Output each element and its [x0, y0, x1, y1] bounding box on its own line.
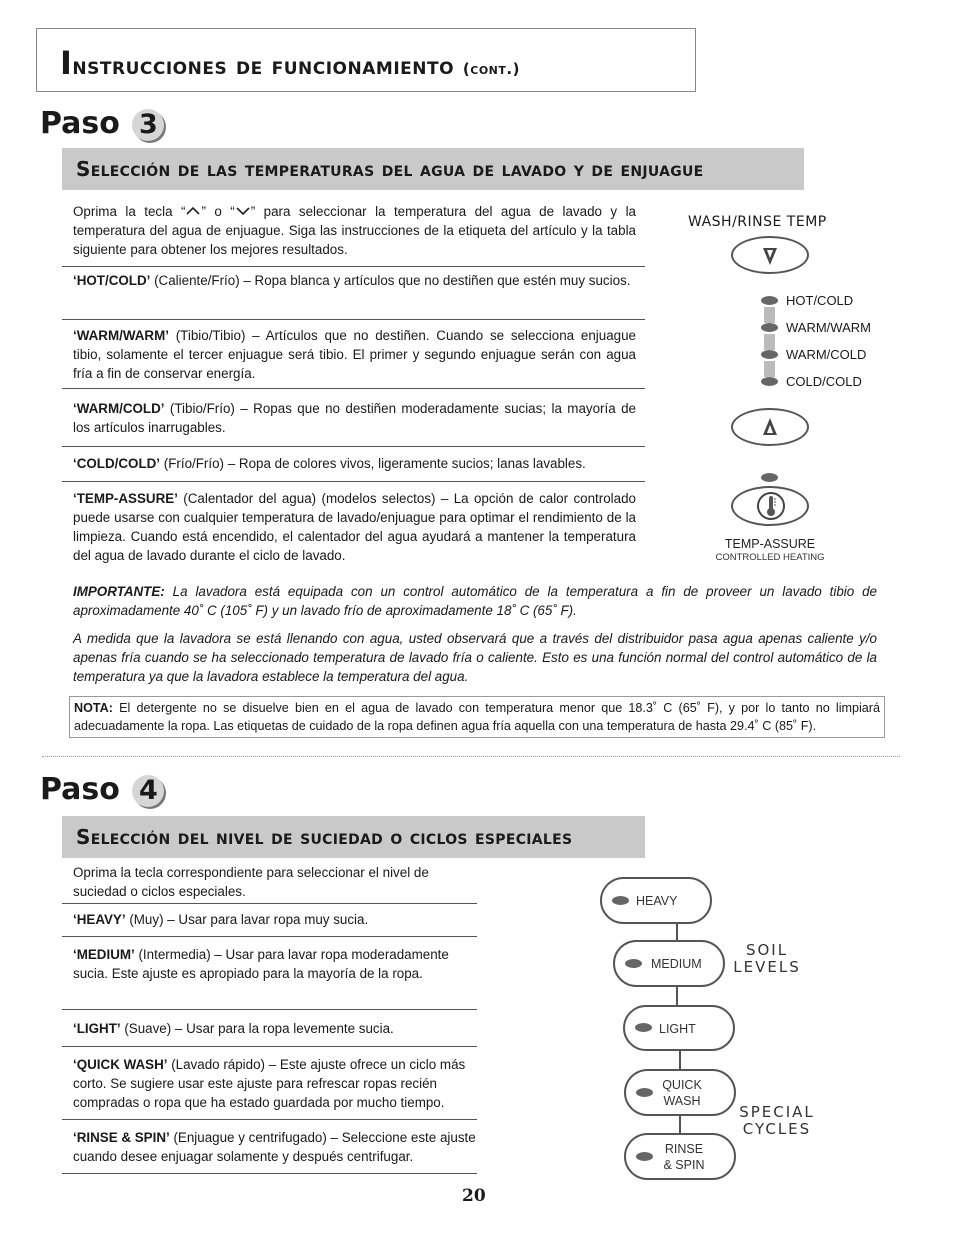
- led-indicator: [761, 296, 778, 305]
- importante-note: IMPORTANTE: La lavadora está equipada con un control automático de la temperatura a fin de proveer un lavado tibio de aproximadamente 40˚ C (105˚ F) y un lavado frío de aproximadamente 18˚ C (65˚ F).: [73, 584, 877, 618]
- led-connector: [764, 307, 775, 323]
- step-3-heading: Paso 3: [40, 106, 164, 141]
- section-separator: [42, 756, 900, 757]
- step-3-intro: Oprima la tecla “ ” o “ ” para seleccionar la temperatura del agua de lavado y la temperatura del agua de enjuague. Siga las instrucciones de la etiqueta del artículo y la tabla siguiente para obtener los mejores resultados.: [73, 204, 636, 257]
- chevron-down-icon: [235, 202, 251, 221]
- soil-item-rinse-spin: ‘RINSE & SPIN’ (Enjuague y centrifugado) – Seleccione este ajuste cuando desee enjuagar solamente y después centrifugar.: [73, 1130, 476, 1164]
- heavy-button[interactable]: HEAVY: [600, 877, 712, 924]
- temp-item-warm-cold: ‘WARM/COLD’ (Tibio/Frío) – Ropas que no destiñen moderadamente sucias; la mayoría de los artículos inarrugables.: [73, 401, 636, 435]
- led-indicator: [612, 896, 629, 905]
- temp-item-cold-cold: ‘COLD/COLD’ (Frío/Frío) – Ropa de colores vivos, ligeramente sucios; lanas lavables.: [73, 456, 586, 471]
- divider: [62, 319, 645, 320]
- quick-wash-button[interactable]: QUICK WASH: [624, 1069, 736, 1116]
- nota-box: NOTA: El detergente no se disuelve bien en el agua de lavado con temperatura menor que 18.3˚ C (65˚ F), y por lo tanto no limpiará adecuadamente la ropa. Las etiquetas de cuidado de la ropa definen agua fría aquella con una temperatura de hasta 29.4˚ C (85˚ F).: [69, 696, 885, 738]
- led-indicator: [761, 350, 778, 359]
- option-warm-warm: WARM/WARM: [786, 320, 871, 335]
- soil-levels-label: SOIL LEVELS: [733, 941, 801, 976]
- led-indicator: [635, 1023, 652, 1032]
- temp-up-button[interactable]: [731, 408, 809, 446]
- option-warm-cold: WARM/COLD: [786, 347, 867, 362]
- light-button[interactable]: LIGHT: [623, 1005, 735, 1051]
- arrow-up-icon: [760, 416, 780, 438]
- step-4-intro: Oprima la tecla correspondiente para seleccionar el nivel de suciedad o ciclos especiales.: [73, 865, 429, 899]
- soil-item-heavy: ‘HEAVY’ (Muy) – Usar para lavar ropa muy sucia.: [73, 912, 369, 927]
- step-3-section-title: Selección de las temperaturas del agua de lavado y de enjuague: [62, 148, 804, 190]
- soil-item-quick-wash: ‘QUICK WASH’ (Lavado rápido) – Este ajuste ofrece un ciclo más corto. Se sugiere usar este ajuste para refrescar ropas recién compradas o ropa que ha estado guardada por mucho tiempo.: [73, 1057, 466, 1110]
- option-cold-cold: COLD/COLD: [786, 374, 862, 389]
- chevron-up-icon: [185, 202, 201, 221]
- led-indicator: [761, 377, 778, 386]
- step-4-heading: Paso 4: [40, 772, 164, 807]
- divider: [62, 1173, 477, 1174]
- option-hot-cold: HOT/COLD: [786, 293, 854, 308]
- divider: [62, 266, 645, 267]
- temp-down-button[interactable]: [731, 236, 809, 274]
- rinse-spin-button[interactable]: RINSE & SPIN: [624, 1133, 736, 1180]
- medium-button[interactable]: MEDIUM: [613, 940, 725, 987]
- thermometer-icon: [756, 491, 786, 521]
- step-4-section-title: Selección del nivel de suciedad o ciclos especiales: [62, 816, 645, 858]
- led-indicator: [761, 323, 778, 332]
- temp-assure-label: TEMP-ASSURE: [724, 537, 816, 551]
- divider: [62, 1119, 477, 1120]
- led-indicator: [625, 959, 642, 968]
- divider: [62, 903, 477, 904]
- temp-assure-button[interactable]: [731, 486, 809, 526]
- special-cycles-label: SPECIAL CYCLES: [739, 1103, 815, 1138]
- page-header-title: Instrucciones de funcionamiento (cont.): [60, 44, 520, 82]
- temp-item-hot-cold: ‘HOT/COLD’ (Caliente/Frío) – Ropa blanca y artículos que no destiñen que estén muy sucios.: [73, 273, 631, 288]
- step-number-badge: 4: [132, 775, 164, 807]
- divider: [62, 388, 645, 389]
- divider: [62, 936, 477, 937]
- divider: [62, 446, 645, 447]
- led-indicator: [636, 1088, 653, 1097]
- soil-item-medium: ‘MEDIUM’ (Intermedia) – Usar para lavar ropa moderadamente sucia. Este ajuste es apropiado para la mayoría de la ropa.: [73, 947, 449, 981]
- led-connector: [764, 361, 775, 377]
- soil-item-light: ‘LIGHT’ (Suave) – Usar para la ropa levemente sucia.: [73, 1021, 394, 1036]
- temp-item-temp-assure: ‘TEMP-ASSURE’ (Calentador del agua) (modelos selectos) – La opción de calor controlado puede usarse con cualquier temperatura de lavado/enjuague para optimar el rendimiento de la limpieza. Cuando está encendido, el calentador del agua ayudará a mantener la temperatura del agua de lavado durante el ciclo de lavado.: [73, 491, 636, 563]
- medida-note: A medida que la lavadora se está llenando con agua, usted observará que a través del distribuidor pasa agua apenas caliente y/o apenas fría cuando se ha seleccionado temperatura de lavado fría o caliente. Esto es una función normal del control automático de la temperatura ya que la lavadora establece la temperatura del agua.: [73, 631, 877, 684]
- temp-item-warm-warm: ‘WARM/WARM’ (Tibio/Tibio) – Artículos que no destiñen. Cuando se selecciona enjuague tibio, solamente el tercer enjuague será tibio. El primer y segundo enjuague serán con agua fría a fin de conservar energía.: [73, 328, 636, 381]
- arrow-down-icon: [760, 245, 780, 267]
- divider: [62, 1046, 477, 1047]
- divider: [62, 481, 645, 482]
- step-number-badge: 3: [132, 109, 164, 141]
- led-connector: [764, 334, 775, 350]
- page-number: 20: [462, 1186, 486, 1206]
- controlled-heating-label: CONTROLLED HEATING: [715, 552, 825, 563]
- wash-rinse-temp-label: WASH/RINSE TEMP: [688, 214, 827, 230]
- led-indicator: [636, 1152, 653, 1161]
- divider: [62, 1009, 477, 1010]
- led-indicator: [761, 473, 778, 482]
